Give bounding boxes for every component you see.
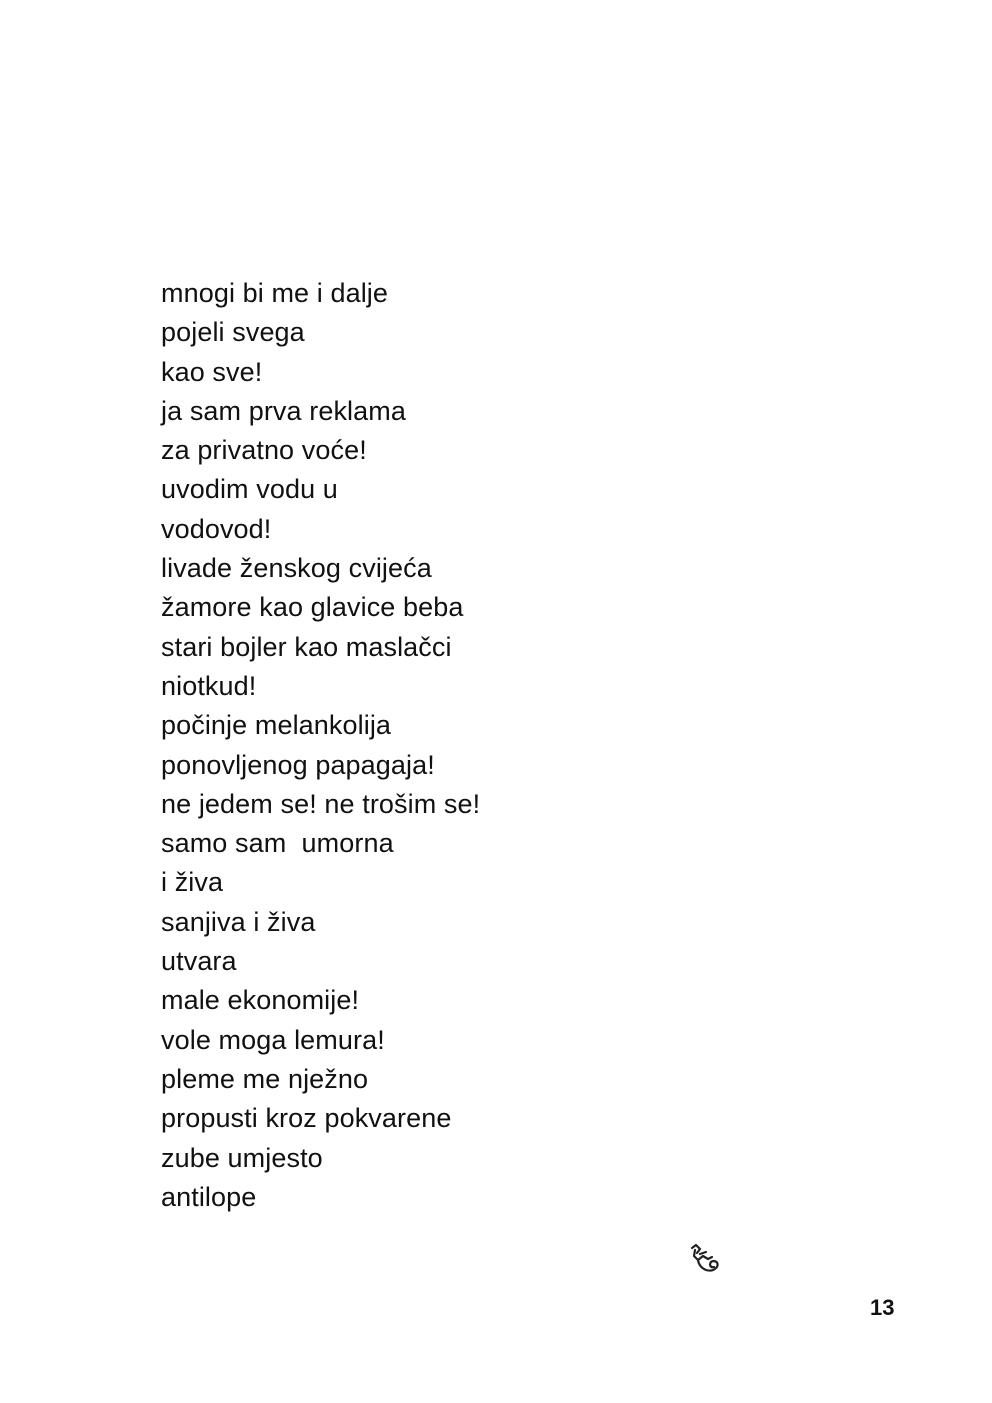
page-number: 13 — [870, 1295, 895, 1320]
poem-line: pojeli svega — [161, 317, 305, 348]
poem-line: propusti kroz pokvarene — [161, 1103, 452, 1134]
snail-ornament-icon — [686, 1240, 726, 1280]
poem-line: vodovod! — [161, 513, 272, 544]
poem-line: pleme me nježno — [161, 1063, 369, 1094]
poem-line: kao sve! — [161, 356, 263, 387]
poem-line: za privatno voće! — [161, 435, 367, 466]
poem-line: počinje melankolija — [161, 710, 392, 741]
poem-line: sanjiva i živa — [161, 906, 316, 937]
poem-line: žamore kao glavice beba — [161, 592, 464, 623]
poem-line: mnogi bi me i dalje — [161, 278, 389, 308]
poem-line: uvodim vodu u — [161, 474, 338, 505]
poem-line: male ekonomije! — [161, 985, 360, 1016]
poem-line: zube umjesto — [161, 1142, 323, 1173]
poem-line: livade ženskog cvijeća — [161, 553, 432, 584]
poem-line: i živa — [161, 867, 224, 898]
poem-line: vole moga lemura! — [161, 1024, 385, 1055]
poem-line: ponovljenog papagaja! — [161, 749, 435, 780]
poem — [161, 274, 761, 1217]
poem-line: utvara — [161, 946, 237, 977]
poem-line: niotkud! — [161, 670, 257, 701]
poem-line: antilope — [161, 1181, 257, 1212]
poem-line: ne jedem se! ne trošim se! — [161, 788, 481, 819]
poem-line: samo sam umorna — [161, 828, 394, 859]
poem-line: stari bojler kao maslačci — [161, 631, 452, 662]
poem-line: ja sam prva reklama — [161, 395, 406, 426]
